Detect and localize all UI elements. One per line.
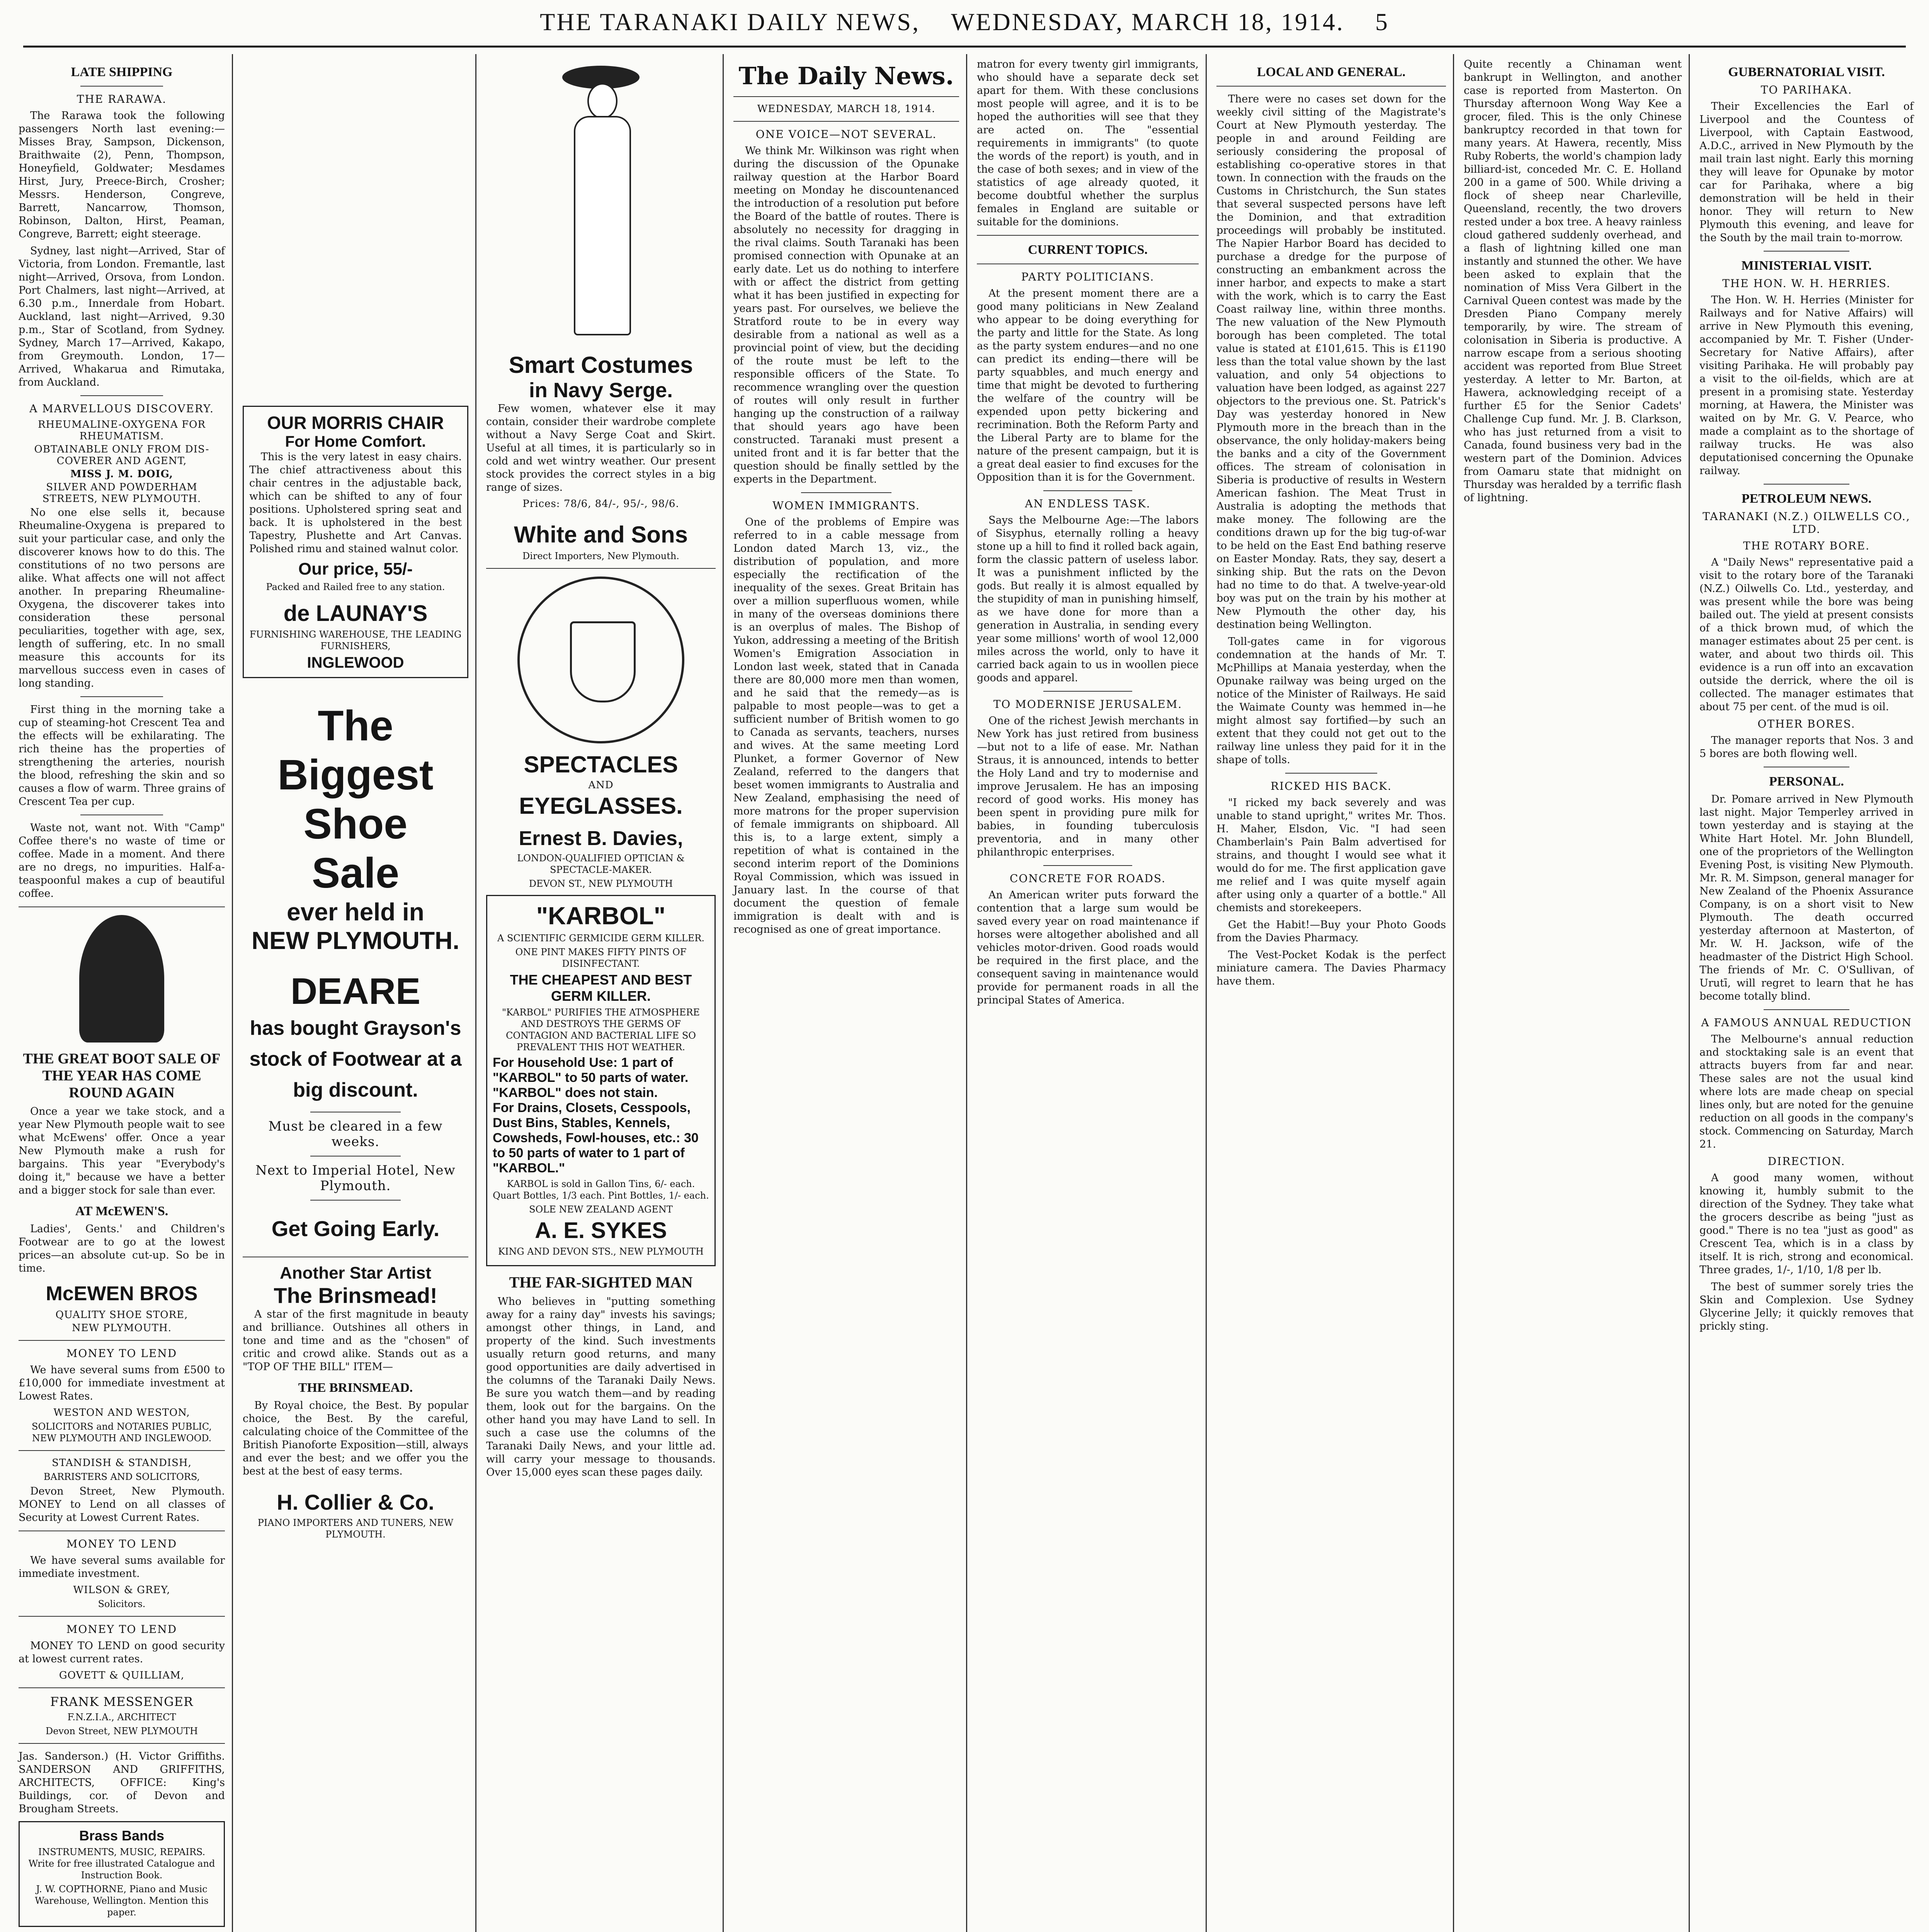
star-artist-title: Another Star Artist: [280, 1264, 431, 1282]
crescent-tea-text: First thing in the morning take a cup of steaming-hot Crescent Tea and the effects will be exhilarating. The rich theine has the properties of strengthening the arteries, nourish the blood, refreshing the skin and so causes a flow of warm. Three grains of Crescent Tea per cup.: [19, 704, 225, 808]
morris-text: This is the very latest in easy chairs. The chief attractiveness about this chair centres in the adjustable back, which can be shifted to any of four positions. Upholstered spring seat and back. It is upholstered in the best Tapestry, Plushette and Art Canvas. Polished rimu and stained walnut color.: [249, 451, 462, 555]
column-3: [479, 58, 723, 1932]
morris-note: Packed and Railed free to any station.: [266, 582, 445, 592]
shoe-sale-shoe: Shoe: [303, 800, 408, 848]
kodak-text: The Vest-Pocket Kodak is the perfect miniature camera. The Davies Pharmacy have them.: [1216, 949, 1446, 987]
delaunay-sub: FURNISHING WAREHOUSE, THE LEADING FURNISHERS,: [249, 629, 462, 651]
weston-sub: SOLICITORS and NOTARIES PUBLIC, NEW PLYMOUTH AND INGLEWOOD.: [32, 1421, 212, 1444]
daily-news-dateline: WEDNESDAY, MARCH 18, 1914.: [757, 103, 936, 115]
toll-gates-text: Toll-gates came in for vigorous condemnation at the hands of Mr. T. McPhillips at Manaia yesterday, when the Opunake railway was being urged on the notice of the Minister of Railways. He said the Waimate County was hemmed in—he might almost say fortified—by such an extent that they could not get out to the railway line unless they paid for it in the shape of tolls.: [1216, 636, 1446, 766]
party-text: At the present moment there are a good many politicians in New Zealand who appear to be doing everything for the party and little for the State. As long as the party system endures—and no one can predict its ending—there will be party squabbles, and much energy and time that might be devoted to furthering the welfare of the country will be expended upon petty bickering and recrimination. Both the Reform Party and the Liberal Party are to blame for the nature of the present campaign, but it is a great deal easier to find excuses for the Opposition than it is for the Government.: [977, 287, 1199, 483]
weston-name: WESTON AND WESTON,: [53, 1407, 190, 1418]
star-artist-text: A star of the first magnitude in beauty and brilliance. Outshines all others in tone and time and as the "chosen" of critic and crowd alike. Stands out as a "TOP OF THE BILL" ITEM—: [243, 1308, 468, 1373]
shoe-sale-the: The: [318, 702, 393, 750]
jerusalem-text: One of the richest Jewish merchants in New York has just retired from business—but not to a life of ease. Mr. Nathan Straus, it is announced, intends to better the Holy Land and try to modernise and improve Jerusalem. He has an imposing record of good works. His money has been spent in providing pure milk for babies, in founding tuberculosis preventoria, and in many other philanthropic enterprises.: [977, 715, 1199, 858]
morris-price: Our price, 55/-: [298, 560, 413, 578]
collier-name: H. Collier & Co.: [277, 1490, 434, 1514]
ministerial-text: The Hon. W. H. Herries (Minister for Railways and for Native Affairs) will arrive in New Plymouth this evening, accompanied by Mr. T. Fisher (Under-Secretary for Native Affairs), after visiting Parihaka. He will probably pay a visit to the oil-fields, which are at present in a promising state. Yesterday morning, at Hawera, the Minister was waited on by Mr. G. V. Pearce, who made a complaint as to the shortage of railway trucks. He was also deputationised concerning the Opunake railway.: [1699, 294, 1914, 477]
summer-text: The best of summer sorely tries the Skin and Complexion. Use Sydney Glycerine Jelly; it quickly removes that prickly sting.: [1699, 1281, 1914, 1332]
petroleum-text: A "Daily News" representative paid a visit to the rotary bore of the Taranaki (N.Z.) Oilwells Co. Ltd., yesterday, and was present while the bore was being bailed out. The yield at present consists of a thick brown mud, of which the manager estimates about 25 per cent. is water, and about two thirds oil. This evidence is a run off into an excavation outside the derrick, where the oil is collected. The manager estimates that about 75 per cent. of the mud is oil.: [1699, 556, 1914, 713]
deare-text: has bought Grayson's stock of Footwear at a big discount.: [249, 1017, 462, 1101]
spectacles-and: AND: [588, 779, 614, 791]
current-topics-heading: CURRENT TOPICS.: [1028, 243, 1148, 257]
smart-costumes-title: Smart Costumes: [509, 352, 693, 378]
discovery-obtainable: OBTAINABLE ONLY FROM DIS-COVERER AND AGENT,: [34, 444, 209, 467]
karbol-sub: A SCIENTIFIC GERMICIDE GERM KILLER.: [497, 933, 704, 944]
discovery-heading: A MARVELLOUS DISCOVERY.: [29, 402, 214, 415]
morris-title: OUR MORRIS CHAIR: [267, 413, 444, 433]
discovery-subheading: RHEUMALINE-OXYGENA FOR RHEUMATISM.: [37, 419, 206, 442]
jerusalem-heading: TO MODERNISE JERUSALEM.: [993, 698, 1182, 711]
standish-text: Devon Street, New Plymouth. MONEY to Lend on all classes of Security at Lowest Current Rates.: [19, 1485, 225, 1524]
brinsmead-heading: THE BRINSMEAD.: [298, 1381, 413, 1395]
sykes-address: KING AND DEVON STS., NEW PLYMOUTH: [498, 1246, 704, 1257]
mcewens-heading: AT McEWEN'S.: [75, 1204, 168, 1218]
ministerial-heading: MINISTERIAL VISIT.: [1741, 259, 1872, 273]
column-rule: [1689, 54, 1690, 1932]
brass-bands-ad: [19, 1821, 225, 1927]
personal-text: Dr. Pomare arrived in New Plymouth last night. Major Temperley arrived in town yesterday and is staying at the White Hart Hotel. Mr. John Blundell, one of the proprietors of the Wellington Evening Post, is visiting New Plymouth. Mr. R. M. Simpson, general manager for New Zealand of the Phoenix Assurance Company, is on a short visit to New Plymouth. The death occurred yesterday afternoon at Masterton, of Mr. W. H. Jackson, wife of the headmaster of the District High School. The friends of Mr. C. O'Sullivan, of Urutī, will regret to learn that he has become totally blind.: [1699, 793, 1914, 1002]
column-rule: [1453, 54, 1454, 1932]
standish-name: STANDISH & STANDISH,: [52, 1457, 192, 1469]
frank-sub: F.N.Z.I.A., ARCHITECT: [67, 1712, 176, 1723]
davies-address: DEVON ST., NEW PLYMOUTH: [529, 878, 673, 889]
wilson-name: WILSON & GREY,: [73, 1584, 170, 1596]
sanderson-text: Jas. Sanderson.) (H. Victor Griffiths. SANDERSON AND GRIFFITHS, ARCHITECTS, OFFICE: King's Buildings, cor. of Devon and Brougham Streets.: [19, 1750, 225, 1815]
money2-text: We have several sums available for immediate investment.: [19, 1554, 225, 1580]
paper-title: THE TARANAKI DAILY NEWS,: [540, 8, 920, 36]
shoe-sale-town: NEW PLYMOUTH.: [251, 927, 460, 954]
column-rule: [1206, 54, 1207, 1932]
shoe-sale-held: ever held in: [287, 898, 424, 926]
far-sighted-text: Who believes in "putting something away for a rainy day" invests his savings; amongst other things, in Land, and property of the kind. Such investments usually return good returns, and many good opportunities are daily advertised in the columns of the Taranaki Daily News. Be sure you watch them—and by reading them, look out for the bargains. On the other hand you may have Land to sell. In such a case use the columns of the Taranaki Daily News, and your little ad. will carry your message to thousands. Over 15,000 eyes scan these pages daily.: [486, 1296, 716, 1478]
karbol-title: "KARBOL": [536, 902, 666, 930]
lady-illustration: [551, 66, 651, 344]
collier-sub: PIANO IMPORTERS AND TUNERS, NEW PLYMOUTH.: [257, 1517, 454, 1540]
karbol-sold: KARBOL is sold in Gallon Tins, 6/- each. Quart Bottles, 1/3 each. Pint Bottles, 1/- each.: [493, 1179, 709, 1201]
direction-text: A good many women, without knowing it, humbly submit to the direction of the Sydney. They take what the grocers describe as being "just as good." There is no tea "just as good" as Crescent Tea, which is in a class by itself. It is rich, strong and economical. Three grades, 1/-, 1/10, 1/8 per lb.: [1699, 1172, 1914, 1276]
gubernatorial-heading: GUBERNATORIAL VISIT.: [1728, 65, 1885, 79]
direction-heading: DIRECTION.: [1767, 1155, 1846, 1168]
gubernatorial-text: Their Excellencies the Earl of Liverpool and the Countess of Liverpool, with Captain Eastwood, A.D.C., arrived in New Plymouth by the mail train last night. Early this morning they will leave for Opunake by motor car for Parihaka, where a big demonstration will be held in their honor. They will return to New Plymouth this evening, and leave for the South by the mail train to-morrow.: [1699, 100, 1914, 244]
standish-sub: BARRISTERS AND SOLICITORS,: [43, 1471, 200, 1482]
mcewen-bros-town: NEW PLYMOUTH.: [71, 1322, 172, 1334]
davies-sub: LONDON-QUALIFIED OPTICIAN & SPECTACLE-MAKER.: [517, 853, 685, 875]
white-sons-sub: Direct Importers, New Plymouth.: [522, 551, 679, 561]
boot-illustration: [79, 915, 164, 1043]
women-continued: matron for every twenty girl immigrants, who should have a separate deck set apart for them. With these conclusions most people will agree, and it is to be hoped the authorities will see that they are acted on. The "essential requirements in immigrants" (to quote the words of the report) is youth, and in the case of both sexes; and in view of the statistics of age already quoted, it become doubtful whether the surplus females in England are suitable or suitable for the dominions.: [977, 58, 1199, 228]
concrete-text: An American writer puts forward the contention that a large sum would be saved every year on road maintenance if horses were altogether abolished and all vehicles motor-driven. Good roads would be required in the first place, and the consequent saving in maintenance would provide for permanent roads in all the principal States of America.: [977, 889, 1199, 1006]
local-continued: Quite recently a Chinaman went bankrupt in Wellington, and another case is reported from Masterton. On Thursday afternoon Wong Way Kee a grocer, filed. This is the only Chinese bankruptcy recorded in that town for many years. At Hawera, recently, Miss Ruby Roberts, the world's champion lady billiard-ist, conceded Mr. C. E. Holland 200 in a game of 500. While driving a flock of sheep near Charleville, Queensland, recently, the two drovers rested under a box tree. A heavy rainless cloud gathered suddenly overhead, and a flash of lightning killed one man instantly and stunned the other. We have been asked to explain that the nomination of Miss Vera Gilbert in the Carnival Queen contest was made by the Dresden Piano Company merely temporarily, by wire. The stream of colonisation in Siberia is productive. A narrow escape from a serious shooting accident was reported from Blue Street yesterday. A letter to Mr. Barton, at Hawera, acknowledging receipt of a further £5 for the Senior Cadets' Challenge Cup fund. Mr. J. B. Clarkson, who has just returned from a visit to Canada, found business very bad in the western part of the Dominion. Advices from Oamaru state that midnight on Thursday was heralded by a terrific flash of lightning.: [1464, 58, 1682, 504]
camp-coffee-text: Waste not, want not. With "Camp" Coffee there's no waste of time or coffee. Made in a moment. And there are no dregs, no impurities. Half-a-teaspoonful makes a cup of beautiful coffee.: [19, 822, 225, 900]
ricked-back-heading: RICKED HIS BACK.: [1271, 780, 1392, 793]
page-header: [0, 8, 1929, 46]
concrete-heading: CONCRETE FOR ROADS.: [1010, 872, 1166, 885]
frank-address: Devon Street, NEW PLYMOUTH: [45, 1726, 198, 1736]
cleared-text: Must be cleared in a few weeks.: [268, 1119, 443, 1150]
morris-chair-ad: [243, 406, 468, 678]
karbol-drains: For Drains, Closets, Cesspools, Dust Bins, Stables, Kennels, Cowsheds, Fowl-houses, etc.: 30 to 50 parts of water to 1 part of "KARBOL.": [493, 1100, 699, 1175]
morris-sub: For Home Comfort.: [285, 433, 426, 450]
money-text: We have several sums from £500 to £10,000 for immediate investment at Lowest Rates.: [19, 1364, 225, 1402]
personal-heading: PERSONAL.: [1769, 774, 1844, 789]
discovery-address: SILVER AND POWDERHAM STREETS, NEW PLYMOUTH.: [42, 481, 201, 505]
money3-heading: MONEY TO LEND: [66, 1623, 177, 1636]
money2-heading: MONEY TO LEND: [66, 1537, 177, 1550]
eyeglasses-title: EYEGLASSES.: [519, 793, 683, 819]
column-1: [12, 58, 232, 1932]
column-rule: [475, 54, 476, 1932]
party-heading: PARTY POLITICIANS.: [1021, 270, 1155, 283]
local-general-text: There were no cases set down for the weekly civil sitting of the Magistrate's Court at New Plymouth yesterday. The people in and around Feilding are seriously considering the proposal of establishing co-operative stores in that town. In connection with the frauds on the Customs in Christchurch, the Sun states that several suspected persons have left the Dominion, and that extradition proceedings will probably be instituted. The Napier Harbor Board has decided to purchase a dredge for the purpose of constructing an embankment across the inner harbor, and expects to make a start with the work, which is to carry the East Coast railway line, within three months. The new valuation of the New Plymouth borough has been completed. The total value is stated at £101,615. This is £1190 less than the total value shown by the last valuation, and only 54 objections to valuation have been lodged, as against 227 objectors to the previous one. St. Patrick's Day was yesterday honored in New Plymouth more in the breach than in the observance, the only holiday-makers being the banks and a city of the Government offices. The stream of colonisation in Siberia is productive of results in Western American fashion. The Meat Trust in Australia is adopting the methods that make money. The following are the conditions drawn up for the big tug-of-war to be held on the East End bathing reserve on Easter Monday. Rats, they say, desert a sinking ship. But the rats on the Devon had no time to do that. A twelve-year-old boy was put on the train by his mother at New Plymouth the other day, his destination being Wellington.: [1216, 93, 1446, 631]
brinsmead-title: The Brinsmead!: [274, 1283, 437, 1308]
rarawa-text: The Rarawa took the following passengers North last evening:—Misses Bray, Sampson, Dickenson, Braithwaite (2), Penn, Thompson, Honeyfield, Goldwater; Mesdames Hirst, Jury, Preece-Birch, Crosher; Messrs. Henderson, Congreve, Barrett, Nancarrow, Thomson, Robinson, Dalton, Hirst, Peaman, Congreve, Barrett; eight steerage.: [19, 110, 225, 240]
navy-serge-text: Few women, whatever else it may contain, consider their wardrobe complete without a Navy Serge Coat and Skirt. Useful at all times, it is particularly so in cold and wet wintry weather. Our present stock provides the correct styles in a big range of sizes.: [486, 403, 716, 493]
mcewen-bros-sub: QUALITY SHOE STORE,: [55, 1309, 188, 1321]
delaunay-name: de LAUNAY'S: [283, 601, 428, 626]
herries-heading: THE HON. W. H. HERRIES.: [1722, 277, 1891, 290]
local-general-heading: LOCAL AND GENERAL.: [1257, 65, 1406, 79]
get-going-text: Get Going Early.: [271, 1216, 440, 1241]
money3-text: MONEY TO LEND on good security at lowest current rates.: [19, 1640, 225, 1665]
ricked-back-text: "I ricked my back severely and was unable to stand upright," writes Mr. Thos. H. Maher, Elsdon, Vic. "I had seen Chamberlain's Pain Balm advertised for strains, and thought I would see what it would do for me. The first application gave me relief and I was quite myself again after using only a quarter of a bottle." All chemists and storekeepers.: [1216, 797, 1446, 914]
next-to-text: Next to Imperial Hotel, New Plymouth.: [255, 1163, 456, 1194]
far-sighted-heading: THE FAR-SIGHTED MAN: [509, 1274, 693, 1291]
boot-sale-heading: THE GREAT BOOT SALE OF THE YEAR HAS COME ROUND AGAIN: [23, 1051, 221, 1101]
copthorne-text: J. W. COPTHORNE, Piano and Music Warehouse, Wellington. Mention this paper.: [35, 1884, 209, 1918]
money-heading: MONEY TO LEND: [66, 1347, 177, 1360]
column-4: [726, 58, 966, 1932]
govett-name: GOVETT & QUILLIAM,: [59, 1670, 185, 1681]
delaunay-town: INGLEWOOD: [307, 654, 404, 671]
endless-task-heading: AN ENDLESS TASK.: [1025, 497, 1151, 510]
prices-text: Prices: 78/6, 84/-, 95/-, 98/6.: [522, 498, 679, 510]
page-number: 5: [1375, 8, 1389, 36]
davies-name: Ernest B. Davies,: [519, 827, 683, 850]
annual-reduction-heading: A FAMOUS ANNUAL REDUCTION: [1701, 1016, 1912, 1029]
brass-bands-title: Brass Bands: [79, 1828, 165, 1844]
leader-text: We think Mr. Wilkinson was right when during the discussion of the Opunake railway question at the Harbor Board meeting on Monday he discountenanced the introduction of a resolution put before the Board of the battle of routes. There is absolutely no necessity for dragging in the rival claims. South Taranaki has been promised connection with Opunake at an early date. Let us do nothing to interfere with or affect the district from getting what it has been justified in expecting for years past. For ourselves, we believe the Stratford route to be in every way desirable from a national as well as a provincial point of view, but the deciding of the route must be left to the responsible officers of the State. To recommence wrangling over the question of routes will only result in further hanging up the construction of a railway that should years ago have been constructed. Taranaki must present a united front and it is far better that the question should be finally settled by the experts in the Department.: [733, 145, 959, 485]
rarawa-heading: THE RARAWA.: [77, 93, 167, 105]
column-2: [236, 58, 475, 1932]
frank-name: FRANK MESSENGER: [50, 1694, 194, 1709]
boot-sale-text: Once a year we take stock, and a year New Plymouth people wait to see what McEwens' offer. Once a year New Plymouth make a rush for bargains. This year "Everybody's doing it," because we have a better and a bigger stock for sale than ever.: [19, 1105, 225, 1196]
petroleum-heading: PETROLEUM NEWS.: [1741, 492, 1872, 506]
navy-serge-title: in Navy Serge.: [529, 379, 673, 402]
shoe-sale-sale: Sale: [311, 849, 400, 897]
paper-date: WEDNESDAY, MARCH 18, 1914.: [951, 8, 1344, 36]
karbol-text: "KARBOL" PURIFIES THE ATMOSPHERE AND DESTROYS THE GERMS OF CONTAGION AND BACTERIAL LIFE SO PREVALENT THIS HOT WEATHER.: [502, 1007, 700, 1053]
women-text: One of the problems of Empire was referred to in a cable message from London dated March 13, viz., the distribution of population, and more especially the rectification of the inequality of the sexes. Great Britain has over a million superfluous women, while in many of the overseas dominions there is an overplus of males. The Bishop of Yukon, addressing a meeting of the British Women's Emigration Association in London last week, stated that in Canada there are 80,000 more men than women, and he said that the remedy—as is palpable to most people—was to get a sufficient number of British women to go to Canada as servants, teachers, nurses and wives. At the same meeting Lord Plunket, a former Governor of New Zealand, referred to the dangers that beset women immigrants to Australia and New Zealand, emphasising the need of more matrons for the proper supervision of female immigrants on shipboard. All this is, to a large extent, simply a repetition of what is contained in the second interim report of the Dominions Royal Commission, which was issued in January last. In the course of that document the question of female immigration is dealt with and is recognised as one of great importance.: [733, 516, 959, 935]
sykes-name: A. E. SYKES: [535, 1218, 667, 1243]
mcewen-bros-name: McEWEN BROS: [46, 1282, 198, 1305]
shoe-sale-biggest: Biggest: [277, 751, 434, 799]
column-5: [970, 58, 1206, 1932]
endless-task-text: Says the Melbourne Age:—The labors of Sisyphus, eternally rolling a heavy stone up a hill to find it rolled back again, form the classic pattern of useless labor. It was a punishment inflicted by the gods. But really it is almost equalled by the stupidity of man in punishing himself, as we have done for more than a generation in Australia, in sending every year some millions' worth of wool 12,000 miles across the world, only to have it carried back again to us in woollen piece goods and apparel.: [977, 514, 1199, 684]
column-rule: [723, 54, 724, 1932]
discovery-text: No one else sells it, because Rheumaline-Oxygena is prepared to suit your particular case, and only the discoverer knows how to do this. The constitutions of no two persons are alike. What affects one will not affect another. In preparing Rheumaline-Oxygena, the discoverer takes into consideration these personal peculiarities, together with age, sex, length of suffering, etc. In no small measure this accounts for its marvellous success even in cases of long standing.: [19, 507, 225, 689]
women-heading: WOMEN IMMIGRANTS.: [772, 499, 920, 512]
annual-reduction-text: The Melbourne's annual reduction and stocktaking sale is an event that attracts buyers from far and near. These sales are not the usual kind where lots are made cheap on special lines only, but are noted for the genuine reduction on all goods in the company's stock. Commencing on Saturday, March 21.: [1699, 1033, 1914, 1150]
photo-goods-text: Get the Habit!—Buy your Photo Goods from the Davies Pharmacy.: [1216, 919, 1446, 944]
column-6: [1209, 58, 1453, 1932]
karbol-ad: [486, 895, 716, 1266]
rotary-bore-heading: THE ROTARY BORE.: [1743, 539, 1870, 552]
daily-news-masthead: The Daily News.: [738, 62, 954, 90]
column-8: [1693, 58, 1920, 1932]
karbol-cheap: THE CHEAPEST AND BEST GERM KILLER.: [510, 972, 692, 1004]
parihaka-heading: TO PARIHAKA.: [1761, 83, 1852, 96]
leader-heading: ONE VOICE—NOT SEVERAL.: [755, 128, 937, 141]
shipping-arrivals: Sydney, last night—Arrived, Star of Victoria, from London. Fremantle, last night—Arrived, Orsova, from London. Port Chalmers, last night—Arrived, at 6.30 p.m., Innerdale from Hobart. Auckland, last night—Arrived, 9.30 p.m., Star of Scotland, from Sydney. Sydney, March 17—Arrived, Kakapo, from Greymouth. London, 17—Arrived, Whakarua and Rimutaka, from Auckland.: [19, 245, 225, 388]
other-bores-text: The manager reports that Nos. 3 and 5 bores are both flowing well.: [1699, 735, 1914, 760]
column-rule: [966, 54, 967, 1932]
oilwells-heading: TARANAKI (N.Z.) OILWELLS CO., LTD.: [1703, 510, 1910, 536]
header-rule: [23, 46, 1906, 48]
discovery-agent: MISS J. M. DOIG,: [70, 468, 173, 480]
brass-bands-text: INSTRUMENTS, MUSIC, REPAIRS. Write for free illustrated Catalogue and Instruction Book.: [28, 1847, 215, 1881]
column-7: [1457, 58, 1689, 1932]
shipping-heading: LATE SHIPPING: [71, 65, 173, 79]
column-rule: [232, 54, 233, 1932]
mcewens-text: Ladies', Gents.' and Children's Footwear are to go at the lowest prices—an absolute cut-up. So be in time.: [19, 1223, 225, 1274]
wilson-sub: Solicitors.: [98, 1599, 146, 1609]
karbol-agent: SOLE NEW ZEALAND AGENT: [529, 1204, 673, 1215]
other-bores-heading: OTHER BORES.: [1757, 718, 1856, 730]
spectacle-makers-crest: [517, 577, 684, 743]
white-sons-name: White and Sons: [514, 522, 688, 548]
spectacles-title: SPECTACLES: [524, 752, 678, 777]
karbol-pint: ONE PINT MAKES FIFTY PINTS OF DISINFECTANT.: [515, 947, 687, 969]
deare-name: DEARE: [290, 971, 421, 1012]
brinsmead-text: By Royal choice, the Best. By popular choice, the Best. By the careful, calculating choice of the Committee of the British Pianoforte Exposition—still, always and ever the best; and we offer you the best at the best of easy terms.: [243, 1400, 468, 1477]
karbol-household: For Household Use: 1 part of "KARBOL" to 50 parts of water. "KARBOL" does not stain.: [493, 1055, 689, 1100]
